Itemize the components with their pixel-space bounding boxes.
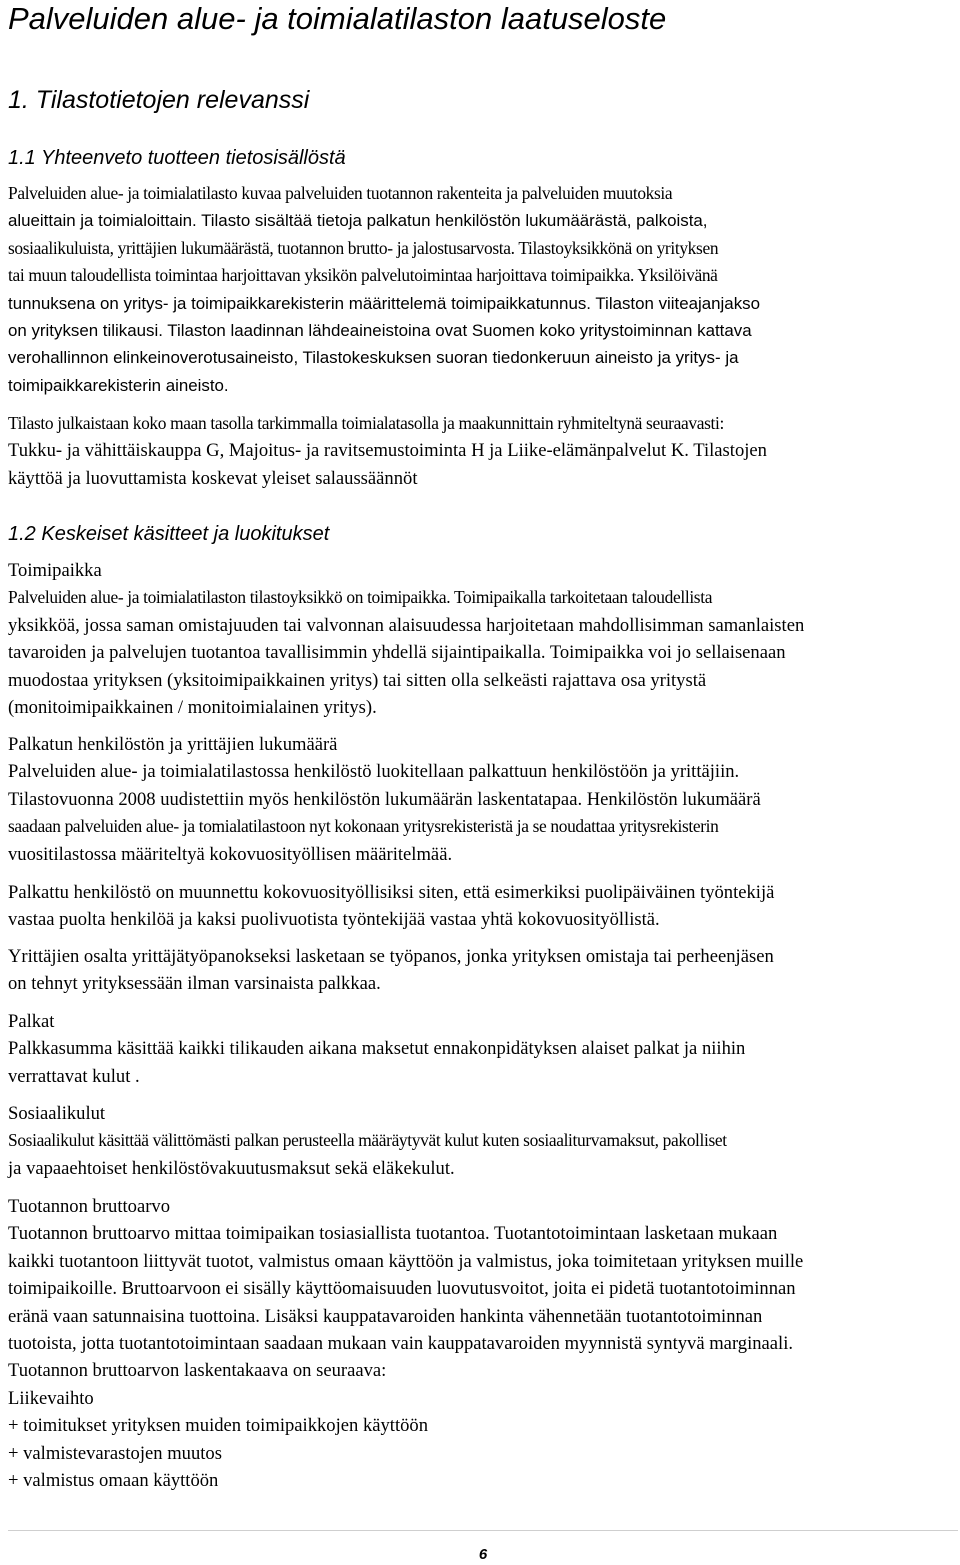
formula-line: + valmistevarastojen muutos xyxy=(8,1442,222,1464)
text-line: Palkattu henkilöstö on muunnettu kokovuosityöllisiksi siten, että esimerkiksi puolipäiväinen työntekijä xyxy=(8,882,775,903)
text-line: yksikköä, jossa saman omistajuuden tai valvonnan alaisuudessa harjoitetaan mahdollisimman samanlaisten xyxy=(8,614,805,636)
text-line: alueittain ja toimialoittain. Tilasto sisältää tietoja palkatun henkilöstön lukumäärästä, palkoista, xyxy=(8,211,708,231)
text-line: muodostaa yrityksen (yksitoimipaikkainen yritys) tai sitten olla selkeästi rajattava osa yritystä xyxy=(8,669,707,691)
text-line: vastaa puolta henkilöä ja kaksi puolivuotista työntekijää vastaa yhtä kokovuosityöllistä. xyxy=(8,909,660,931)
text-line: toimipaikoille. Bruttoarvoon ei sisälly käyttöomaisuuden luovutusvoitot, joita ei pidetä tuotantotoiminnan xyxy=(8,1278,796,1300)
section-heading-relevance: 1. Tilastotietojen relevanssi xyxy=(8,86,310,114)
toimipaikka-section xyxy=(8,557,958,721)
palkattu-paragraph xyxy=(8,879,958,934)
subsection-heading-concepts: 1.2 Keskeiset käsitteet ja luokitukset xyxy=(8,523,330,545)
concept-heading: Palkatun henkilöstön ja yrittäjien lukumäärä xyxy=(8,734,338,755)
concept-heading: Palkat xyxy=(8,1011,55,1032)
text-line: eränä vaan satunnaisina tuottoina. Lisäksi kauppatavaroiden hankinta vähennetään tuotantotoiminnan xyxy=(8,1305,763,1327)
text-line: Tukku- ja vähittäiskauppa G, Majoitus- ja ravitsemustoiminta H ja Liike-elämänpalvelut K. Tilastojen xyxy=(8,440,767,462)
text-line: Tilasto julkaistaan koko maan tasolla tarkimmalla toimialatasolla ja maakunnittain ryhmiteltynä seuraavasti: xyxy=(8,413,724,433)
yrittajat-paragraph xyxy=(8,943,958,998)
text-line: Palveluiden alue- ja toimialatilaston tilastoyksikkö on toimipaikka. Toimipaikalla tarkoitetaan taloudellista xyxy=(8,587,713,608)
text-line: Palkkasumma käsittää kaikki tilikauden aikana maksetut ennakonpidätyksen alaiset palkat ja niihin xyxy=(8,1038,746,1060)
formula-line: Liikevaihto xyxy=(8,1387,94,1409)
text-line: Tilastovuonna 2008 uudistettiin myös henkilöstön lukumäärän laskentatapaa. Henkilöstön lukumäärä xyxy=(8,788,761,810)
concept-heading: Tuotannon bruttoarvo xyxy=(8,1196,171,1217)
bruttoarvo-section xyxy=(8,1193,958,1494)
text-line: verrattavat kulut . xyxy=(8,1065,140,1087)
text-line: tuotoista, jotta tuotantotoimintaan saadaan mukaan vain kauppatavaroiden myynnistä syntyvä marginaali. xyxy=(8,1332,794,1354)
text-line: Sosiaalikulut käsittää välittömästi palkan perusteella määräytyvät kulut kuten sosiaaliturvamaksut, pakolliset xyxy=(8,1130,727,1151)
formula-line: + valmistus omaan käyttöön xyxy=(8,1469,219,1491)
text-line: Tuotannon bruttoarvon laskentakaava on seuraava: xyxy=(8,1360,387,1382)
text-line: Tuotannon bruttoarvo mittaa toimipaikan tosiasiallista tuotantoa. Tuotantotoimintaan lasketaan mukaan xyxy=(8,1223,778,1245)
text-line: tai muun taloudellista toimintaa harjoittavan yksikön palvelutoimintaa harjoittava toimipaikka. Yksilöivänä xyxy=(8,265,718,286)
concept-heading: Toimipaikka xyxy=(8,560,102,581)
text-line: vuositilastossa määriteltyä kokovuosityöllisen määritelmää. xyxy=(8,843,453,865)
text-line: Yrittäjien osalta yrittäjätyöpanokseksi lasketaan se työpanos, jonka yrityksen omistaja tai perheenjäsen xyxy=(8,946,774,967)
document-title: Palveluiden alue- ja toimialatilaston laatuseloste xyxy=(8,1,667,36)
text-line: tunnuksena on yritys- ja toimipaikkarekisterin määrittelemä toimipaikkatunnus. Tilaston viiteajanjakso xyxy=(8,293,760,313)
text-line: Palveluiden alue- ja toimialatilasto kuvaa palveluiden tuotannon rakenteita ja palveluiden muutoksia xyxy=(8,183,673,203)
subsection-heading-summary: 1.1 Yhteenveto tuotteen tietosisällöstä xyxy=(8,147,346,169)
publication-paragraph xyxy=(8,410,958,492)
text-line: ja vapaaehtoiset henkilöstövakuutusmaksut sekä eläkekulut. xyxy=(8,1157,455,1179)
sosiaalikulut-section xyxy=(8,1100,958,1182)
text-line: toimipaikkarekisterin aineisto. xyxy=(8,375,229,395)
formula-line: + toimitukset yrityksen muiden toimipaikkojen käyttöön xyxy=(8,1415,429,1437)
text-line: on yrityksen tilikausi. Tilaston laadinnan lähdeaineistoina ovat Suomen koko yritystoiminnan kattava xyxy=(8,320,752,340)
footer-divider xyxy=(8,1530,958,1531)
text-line: verohallinnon elinkeinoverotusaineisto, Tilastokeskuksen suoran tiedonkeruun aineisto ja yritys- ja xyxy=(8,348,739,368)
text-line: on tehnyt yrityksessään ilman varsinaista palkkaa. xyxy=(8,973,381,995)
palkat-section xyxy=(8,1008,958,1090)
text-line: saadaan palveluiden alue- ja tomialatilastoon nyt kokonaan yritysrekisteristä ja se noudattaa yritysrekisterin xyxy=(8,816,719,837)
text-line: (monitoimipaikkainen / monitoimialainen yritys). xyxy=(8,696,377,718)
text-line: kaikki tuotantoon liittyvät tuotot, valmistus omaan käyttöön ja valmistus, joka toimitetaan yrityksen muille xyxy=(8,1250,804,1272)
text-line: Palveluiden alue- ja toimialatilastossa henkilöstö luokitellaan palkattuun henkilöstöön ja yrittäjiin. xyxy=(8,761,740,783)
summary-paragraph xyxy=(8,180,958,399)
henkilosto-section xyxy=(8,731,958,868)
page-number: 6 xyxy=(478,1546,488,1563)
text-line: tavaroiden ja palvelujen tuotantoa tavallisimmin yhdellä sijaintipaikalla. Toimipaikka voi jo sellaisenaan xyxy=(8,642,786,664)
concept-heading: Sosiaalikulut xyxy=(8,1103,106,1124)
text-line: sosiaalikuluista, yrittäjien lukumäärästä, tuotannon brutto- ja jalostusarvosta. Tilastoyksikkönä on yrityksen xyxy=(8,237,719,258)
text-line: käyttöä ja luovuttamista koskevat yleiset salaussäännöt xyxy=(8,467,418,489)
